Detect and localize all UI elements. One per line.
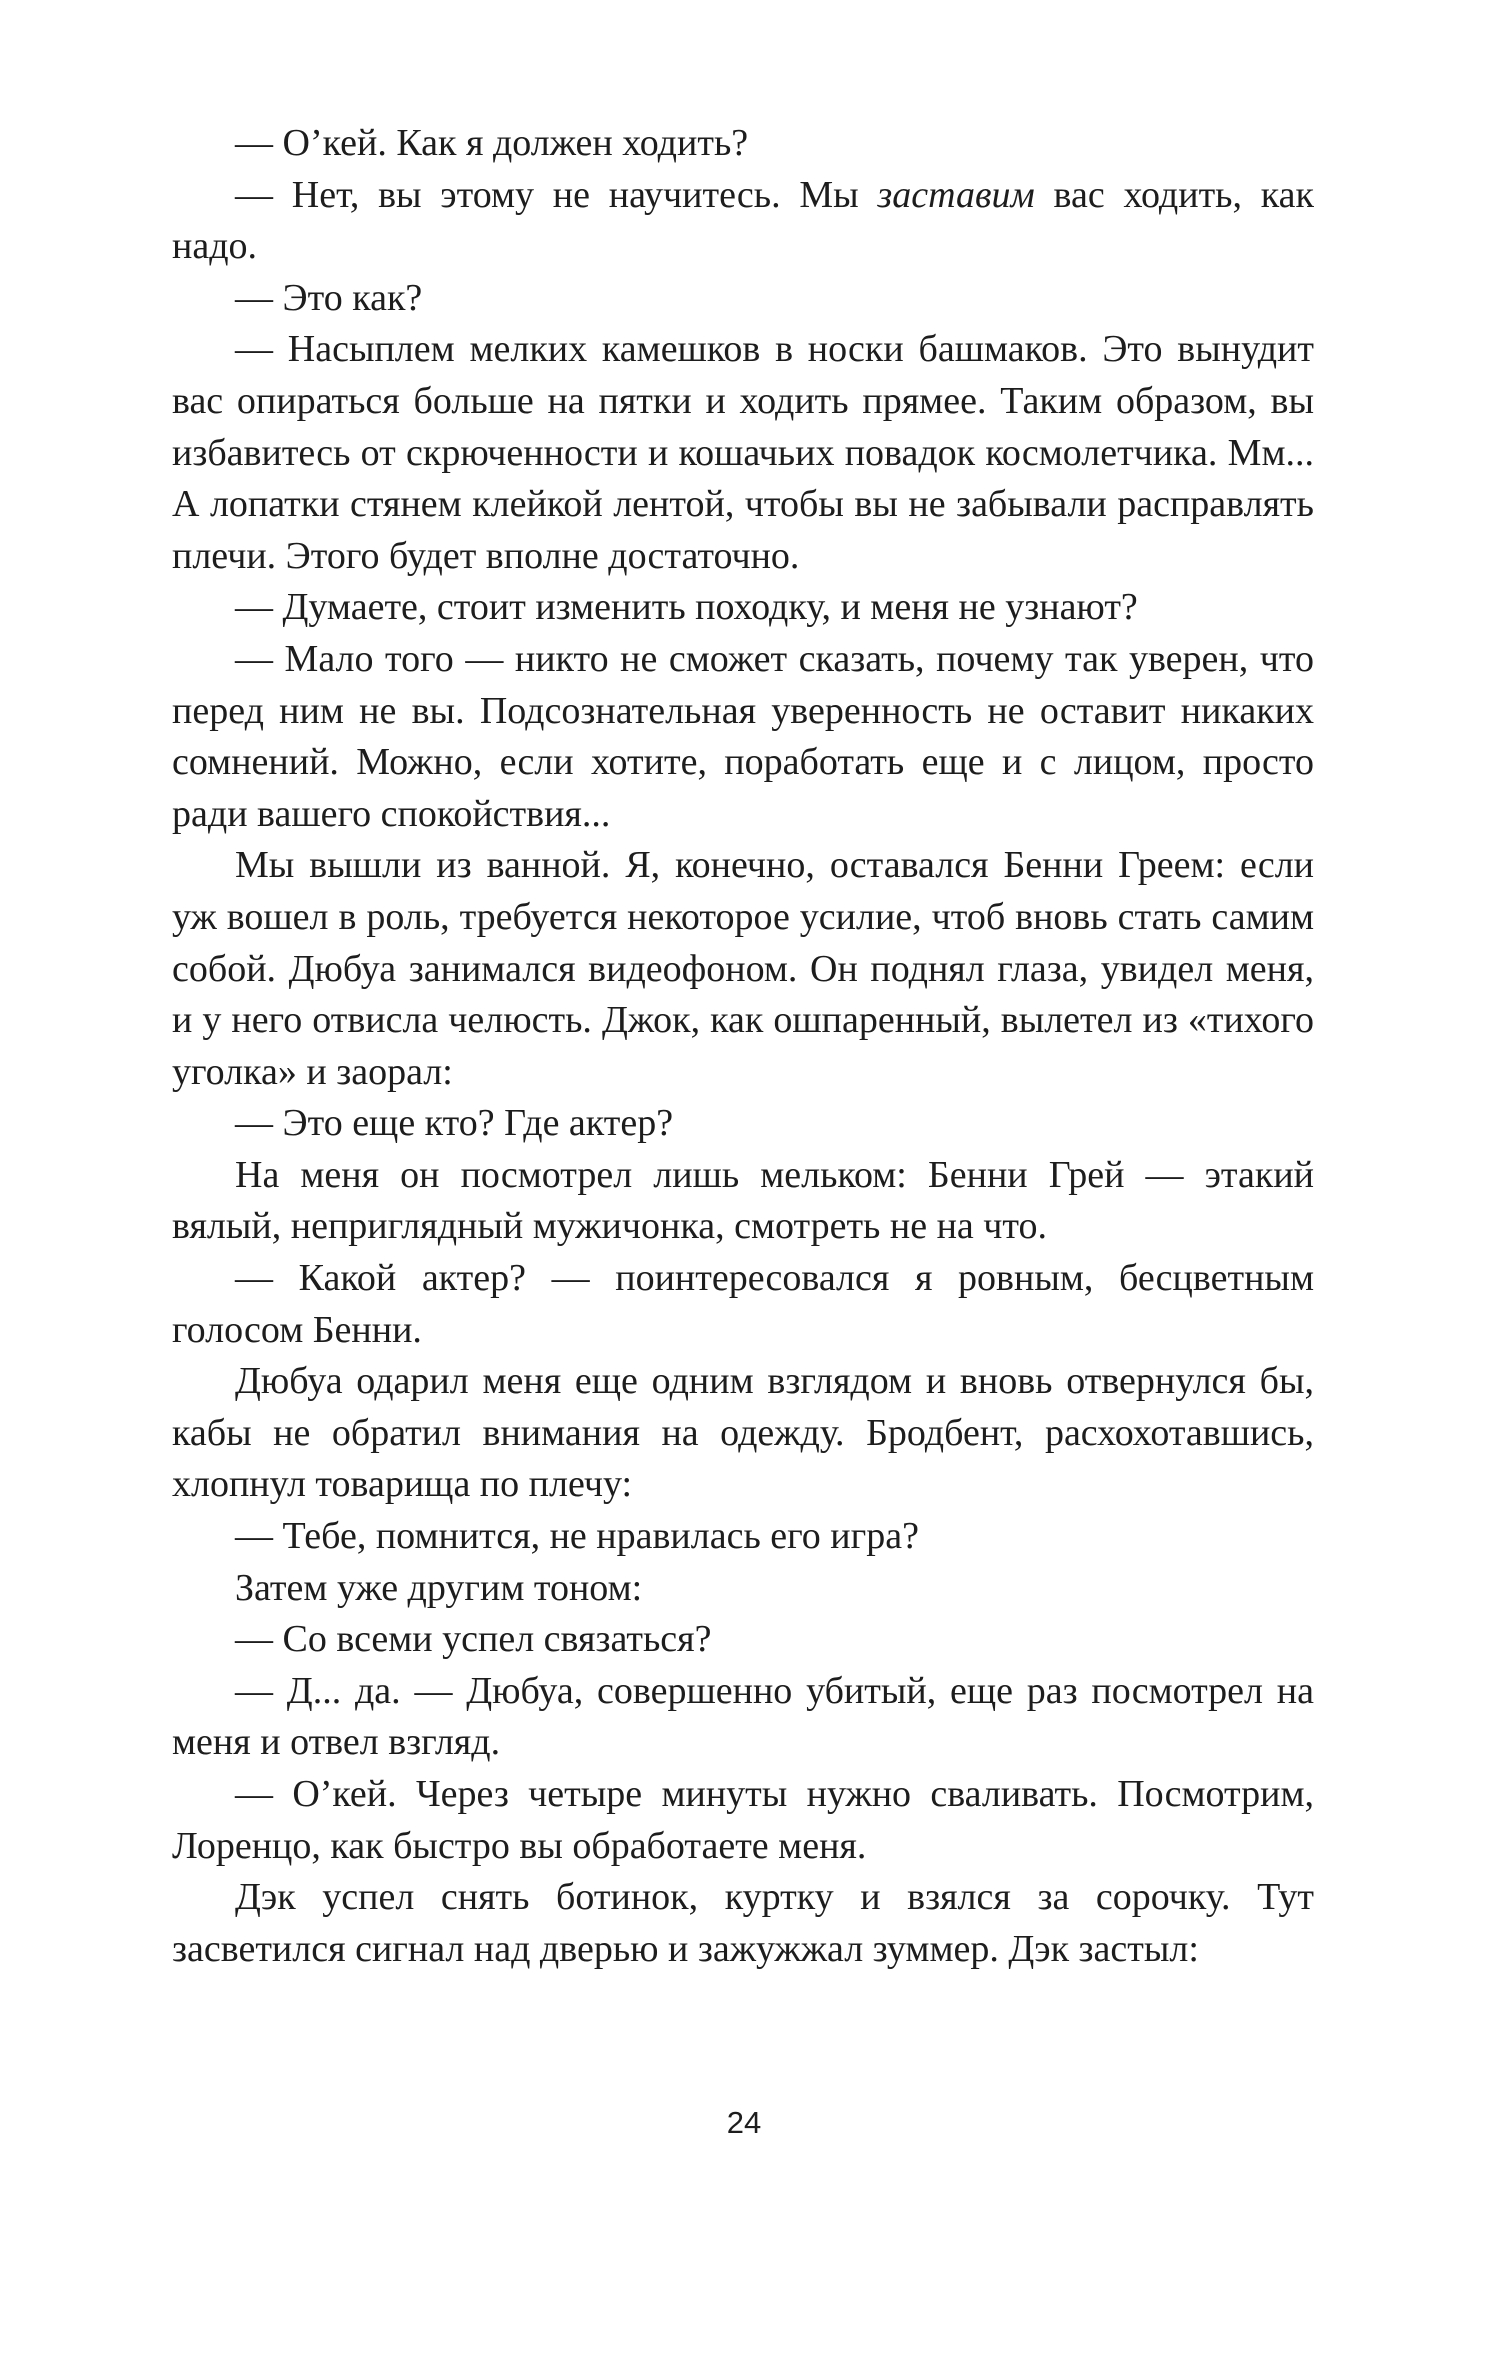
paragraph: Дюбуа одарил меня еще одним взглядом и вновь отвернулся бы, кабы не обратил внимания на одежду. Бродбент, расхохотавшись, хлопнул товарища по плечу:: [172, 1360, 1314, 1506]
paragraph: Затем уже другим тоном:: [235, 1566, 643, 1609]
page-body: [172, 118, 1314, 1975]
page-number: 24: [726, 2105, 762, 2140]
paragraph: — О’кей. Как я должен ходить?: [235, 122, 749, 164]
paragraph-text: вас ходить, как надо.: [172, 173, 1314, 268]
paragraph: — Это еще кто? Где актер?: [235, 1102, 674, 1145]
paragraph: — Со всеми успел связаться?: [235, 1618, 712, 1661]
paragraph: — Насыплем мелких камешков в носки башмаков. Это вынудит вас опираться больше на пятки и ходить прямее. Таким образом, вы избавитесь от скрюченности и кошачьих повадок космолетчика. Мм... А лопатки стянем клейкой лентой, чтобы вы не забывали расправлять плечи. Этого будет вполне достаточно.: [172, 328, 1314, 577]
paragraph: — Д... да. — Дюбуа, совершенно убитый, еще раз посмотрел на меня и отвел взгляд.: [172, 1669, 1314, 1764]
paragraph: — О’кей. Через четыре минуты нужно сваливать. Посмотрим, Лоренцо, как быстро вы обработаете меня.: [172, 1773, 1314, 1867]
paragraph: Дэк успел снять ботинок, куртку и взялся за сорочку. Тут засветился сигнал над дверью и зажужжал зуммер. Дэк застыл:: [172, 1876, 1314, 1970]
italic-word: заставим: [877, 173, 1035, 216]
paragraph: — Это как?: [235, 276, 423, 319]
paragraph: — Тебе, помнится, не нравилась его игра?: [235, 1515, 919, 1558]
paragraph-text: — Нет, вы этому не научитесь. Мы: [235, 173, 878, 216]
paragraph: — Какой актер? — поинтересовался я ровным, бесцветным голосом Бенни.: [172, 1257, 1314, 1351]
paragraph: [172, 170, 1314, 273]
paragraph: — Думаете, стоит изменить походку, и меня не узнают?: [235, 586, 1138, 629]
paragraph: Мы вышли из ванной. Я, конечно, оставался Бенни Греем: если уж вошел в роль, требуется некоторое усилие, чтоб вновь стать самим собой. Дюбуа занимался видеофоном. Он поднял глаза, увидел меня, и у него отвисла челюсть. Джок, как ошпаренный, вылетел из «тихого уголка» и заорал:: [172, 844, 1314, 1093]
paragraph: На меня он посмотрел лишь мельком: Бенни Грей — этакий вялый, неприглядный мужичонка, смотреть не на что.: [172, 1153, 1314, 1248]
paragraph: — Мало того — никто не сможет сказать, почему так уверен, что перед ним не вы. Подсознательная уверенность не оставит никаких сомнений. Можно, если хотите, поработать еще и с лицом, просто ради вашего спокойствия...: [172, 637, 1314, 835]
